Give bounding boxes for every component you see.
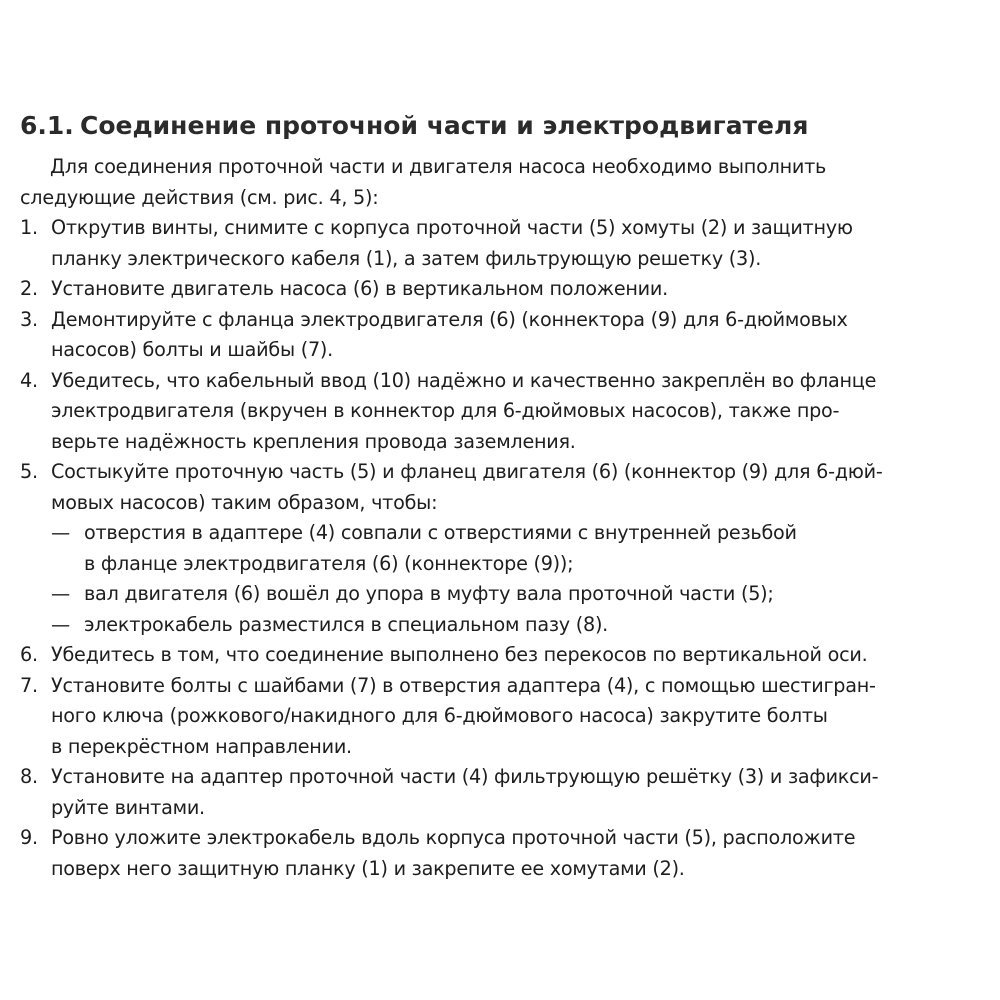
step-line: Открутив винты, снимите с корпуса проточной части (5) хомуты (2) и защитную xyxy=(51,216,853,239)
step-line: Установите болты с шайбами (7) в отверстия адаптера (4), с помощью шестигран- xyxy=(51,673,876,697)
step-line: ного ключа (рожкового/накидного для 6-дюймового насоса) закрутите болты xyxy=(51,704,828,727)
step-number: 9. xyxy=(20,826,38,849)
sub-item-2 xyxy=(51,579,960,610)
step-text xyxy=(51,366,960,458)
section-heading xyxy=(20,104,960,148)
step-number: 4. xyxy=(20,368,38,392)
step-line: насосов) болты и шайбы (7). xyxy=(51,338,333,361)
section-title: Соединение проточной части и электродвигателя xyxy=(80,111,809,140)
dash-bullet: — xyxy=(51,612,70,636)
step-text xyxy=(51,274,960,305)
sub-item-text xyxy=(84,610,608,641)
step-text xyxy=(51,305,960,366)
step-line: Убедитесь в том, что соединение выполнено без перекосов по вертикальной оси. xyxy=(51,643,868,666)
step-line: Убедитесь, что кабельный ввод (10) надёжно и качественно закреплён во фланце xyxy=(51,368,877,392)
step-number: 1. xyxy=(20,216,38,239)
step-line: Установите на адаптер проточной части (4) фильтрующую решётку (3) и зафикси- xyxy=(51,765,879,788)
intro-line: следующие действия (см. рис. 4, 5): xyxy=(20,185,379,209)
step-text xyxy=(51,671,960,763)
step-line: в перекрёстном направлении. xyxy=(51,734,352,758)
intro-paragraph xyxy=(20,152,960,213)
step-9 xyxy=(20,823,960,884)
step-1 xyxy=(20,213,960,274)
step-text xyxy=(51,640,960,671)
step-7 xyxy=(20,671,960,763)
step-line: планку электрического кабеля (1), а затем фильтрующую решетку (3). xyxy=(51,246,762,270)
step-line: Демонтируйте с фланца электродвигателя (6) (коннектора (9) для 6-дюймовых xyxy=(51,307,848,331)
instructions-body xyxy=(20,152,960,884)
step-6 xyxy=(20,640,960,671)
step-line: Состыкуйте проточную часть (5) и фланец двигателя (6) (коннектор (9) для 6-дюй- xyxy=(51,460,883,483)
step-number: 7. xyxy=(20,673,38,697)
step-text xyxy=(51,823,960,884)
sub-item-text xyxy=(84,579,774,610)
step-line: верьте надёжность крепления провода заземления. xyxy=(51,429,576,453)
step-number: 8. xyxy=(20,765,38,788)
section-number: 6.1. xyxy=(20,111,74,140)
step-number: 6. xyxy=(20,643,38,666)
dash-bullet: — xyxy=(51,521,70,544)
step-line: поверх него защитную планку (1) и закрепите ее хомутами (2). xyxy=(51,856,685,880)
dash-bullet: — xyxy=(51,582,70,605)
sub-item-text xyxy=(84,518,797,579)
step-text xyxy=(51,213,960,274)
step-text xyxy=(51,457,960,518)
intro-line: Для соединения проточной части и двигателя насоса необходимо выполнить xyxy=(50,155,827,178)
step-3 xyxy=(20,305,960,366)
sub-item-line: отверстия в адаптере (4) совпали с отверстиями с внутренней резьбой xyxy=(84,521,797,544)
step-4 xyxy=(20,366,960,458)
sub-item-line: вал двигателя (6) вошёл до упора в муфту вала проточной части (5); xyxy=(84,582,774,605)
step-line: руйте винтами. xyxy=(51,795,205,819)
sub-item-1 xyxy=(51,518,960,579)
step-number: 5. xyxy=(20,460,38,483)
step-2 xyxy=(20,274,960,305)
step-8 xyxy=(20,762,960,823)
document-page xyxy=(20,104,960,884)
step-5 xyxy=(20,457,960,518)
step-number: 3. xyxy=(20,307,38,331)
step-line: Установите двигатель насоса (6) в вертикальном положении. xyxy=(51,277,668,300)
sub-item-3 xyxy=(51,610,960,641)
step-number: 2. xyxy=(20,277,38,300)
step-line: Ровно уложите электрокабель вдоль корпуса проточной части (5), расположите xyxy=(51,826,856,849)
step-text xyxy=(51,762,960,823)
sub-item-line: в фланце электродвигателя (6) (коннекторе (9)); xyxy=(84,551,574,575)
step-line: электродвигателя (вкручен в коннектор для 6-дюймовых насосов), также про- xyxy=(51,399,840,422)
step-line: мовых насосов) таким образом, чтобы: xyxy=(51,490,438,514)
sub-item-line: электрокабель разместился в специальном пазу (8). xyxy=(84,612,609,636)
